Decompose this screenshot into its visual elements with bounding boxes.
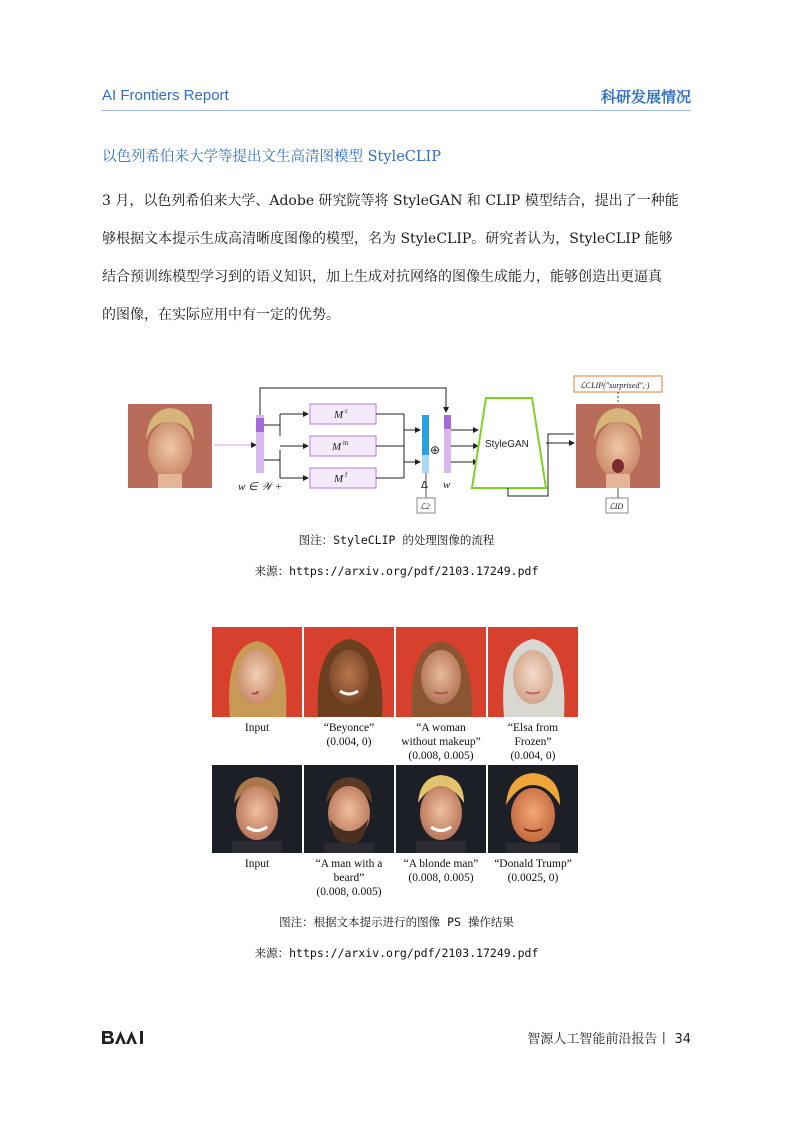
grid-label: without makeup” <box>401 736 481 748</box>
grid-label: “A man with a <box>315 858 383 870</box>
svg-text:w: w <box>443 479 451 491</box>
figure2-caption: 图注：根据文本提示进行的图像 PS 操作结果 <box>279 915 514 929</box>
svg-text:Δ: Δ <box>421 480 428 491</box>
grid-label: “A woman <box>416 722 466 734</box>
grid-label: (0.008, 0.005) <box>408 872 474 884</box>
w-label: w ∈ 𝒲 + <box>238 481 283 493</box>
svg-text:M: M <box>334 409 344 421</box>
input-face-image <box>128 404 212 488</box>
grid-label: “Donald Trump” <box>494 858 572 870</box>
svg-text:c: c <box>345 407 349 415</box>
header-divider <box>102 110 691 111</box>
footer-page-info: 智源人工智能前沿报告丨 34 <box>527 1032 691 1047</box>
styleclip-pipeline-diagram <box>128 370 668 520</box>
grid-label: (0.0025, 0) <box>507 872 559 884</box>
paragraph-line: 结合预训练模型学习到的语义知识，加上生成对抗网络的图像生成能力，能够创造出更逼真 <box>102 269 662 285</box>
report-title: AI Frontiers Report <box>102 87 229 104</box>
svg-text:StyleGAN: StyleGAN <box>485 439 529 450</box>
mapper-medium <box>280 436 404 456</box>
paragraph-line: 3 月，以色列希伯来大学、Adobe 研究院等将 StyleGAN 和 CLIP 模型结合，提出了一种能 <box>102 193 679 209</box>
paragraph-line: 够根据文本提示生成高清晰度图像的模型，名为 StyleCLIP。研究者认为，StyleCLIP 能够 <box>102 231 673 247</box>
svg-text:M: M <box>334 473 344 485</box>
section-header: 科研发展情况 <box>600 88 691 106</box>
grid-label: (0.004, 0) <box>326 736 372 748</box>
output-face-image <box>576 404 660 488</box>
svg-text:f: f <box>345 471 348 479</box>
body-paragraph <box>102 182 694 334</box>
grid-label: Frozen” <box>514 736 552 748</box>
grid-label: Input <box>244 722 270 734</box>
figure1-source: 来源：https://arxiv.org/pdf/2103.17249.pdf <box>254 564 539 578</box>
grid-label: beard” <box>333 872 365 884</box>
svg-text:M: M <box>332 441 342 453</box>
id-loss: ℒID <box>609 502 624 511</box>
grid-label: “Elsa from <box>507 722 559 734</box>
figure2-source: 来源：https://arxiv.org/pdf/2103.17249.pdf <box>254 946 539 960</box>
clip-loss: ℒCLIP("surprised",·) <box>580 381 650 390</box>
paragraph-line: 的图像，在实际应用中有一定的优势。 <box>102 307 340 323</box>
baai-logo <box>102 1030 148 1044</box>
edit-results-grid <box>212 627 578 907</box>
mapper-coarse <box>264 404 404 436</box>
grid-label: Input <box>244 858 270 870</box>
grid-label: (0.008, 0.005) <box>408 750 474 762</box>
grid-label: (0.008, 0.005) <box>316 886 382 898</box>
section-title: 以色列希伯来大学等提出文生高清图模型 StyleCLIP <box>102 149 441 165</box>
plus-icon: ⊕ <box>430 443 441 457</box>
figure1-caption: 图注：StyleCLIP 的处理图像的流程 <box>298 533 495 547</box>
l2-loss: ℒ2 <box>420 502 430 511</box>
svg-text:m: m <box>343 439 349 447</box>
grid-label: “A blonde man” <box>403 858 479 870</box>
grid-label: “Beyonce” <box>323 722 375 734</box>
grid-label: (0.004, 0) <box>510 750 556 762</box>
